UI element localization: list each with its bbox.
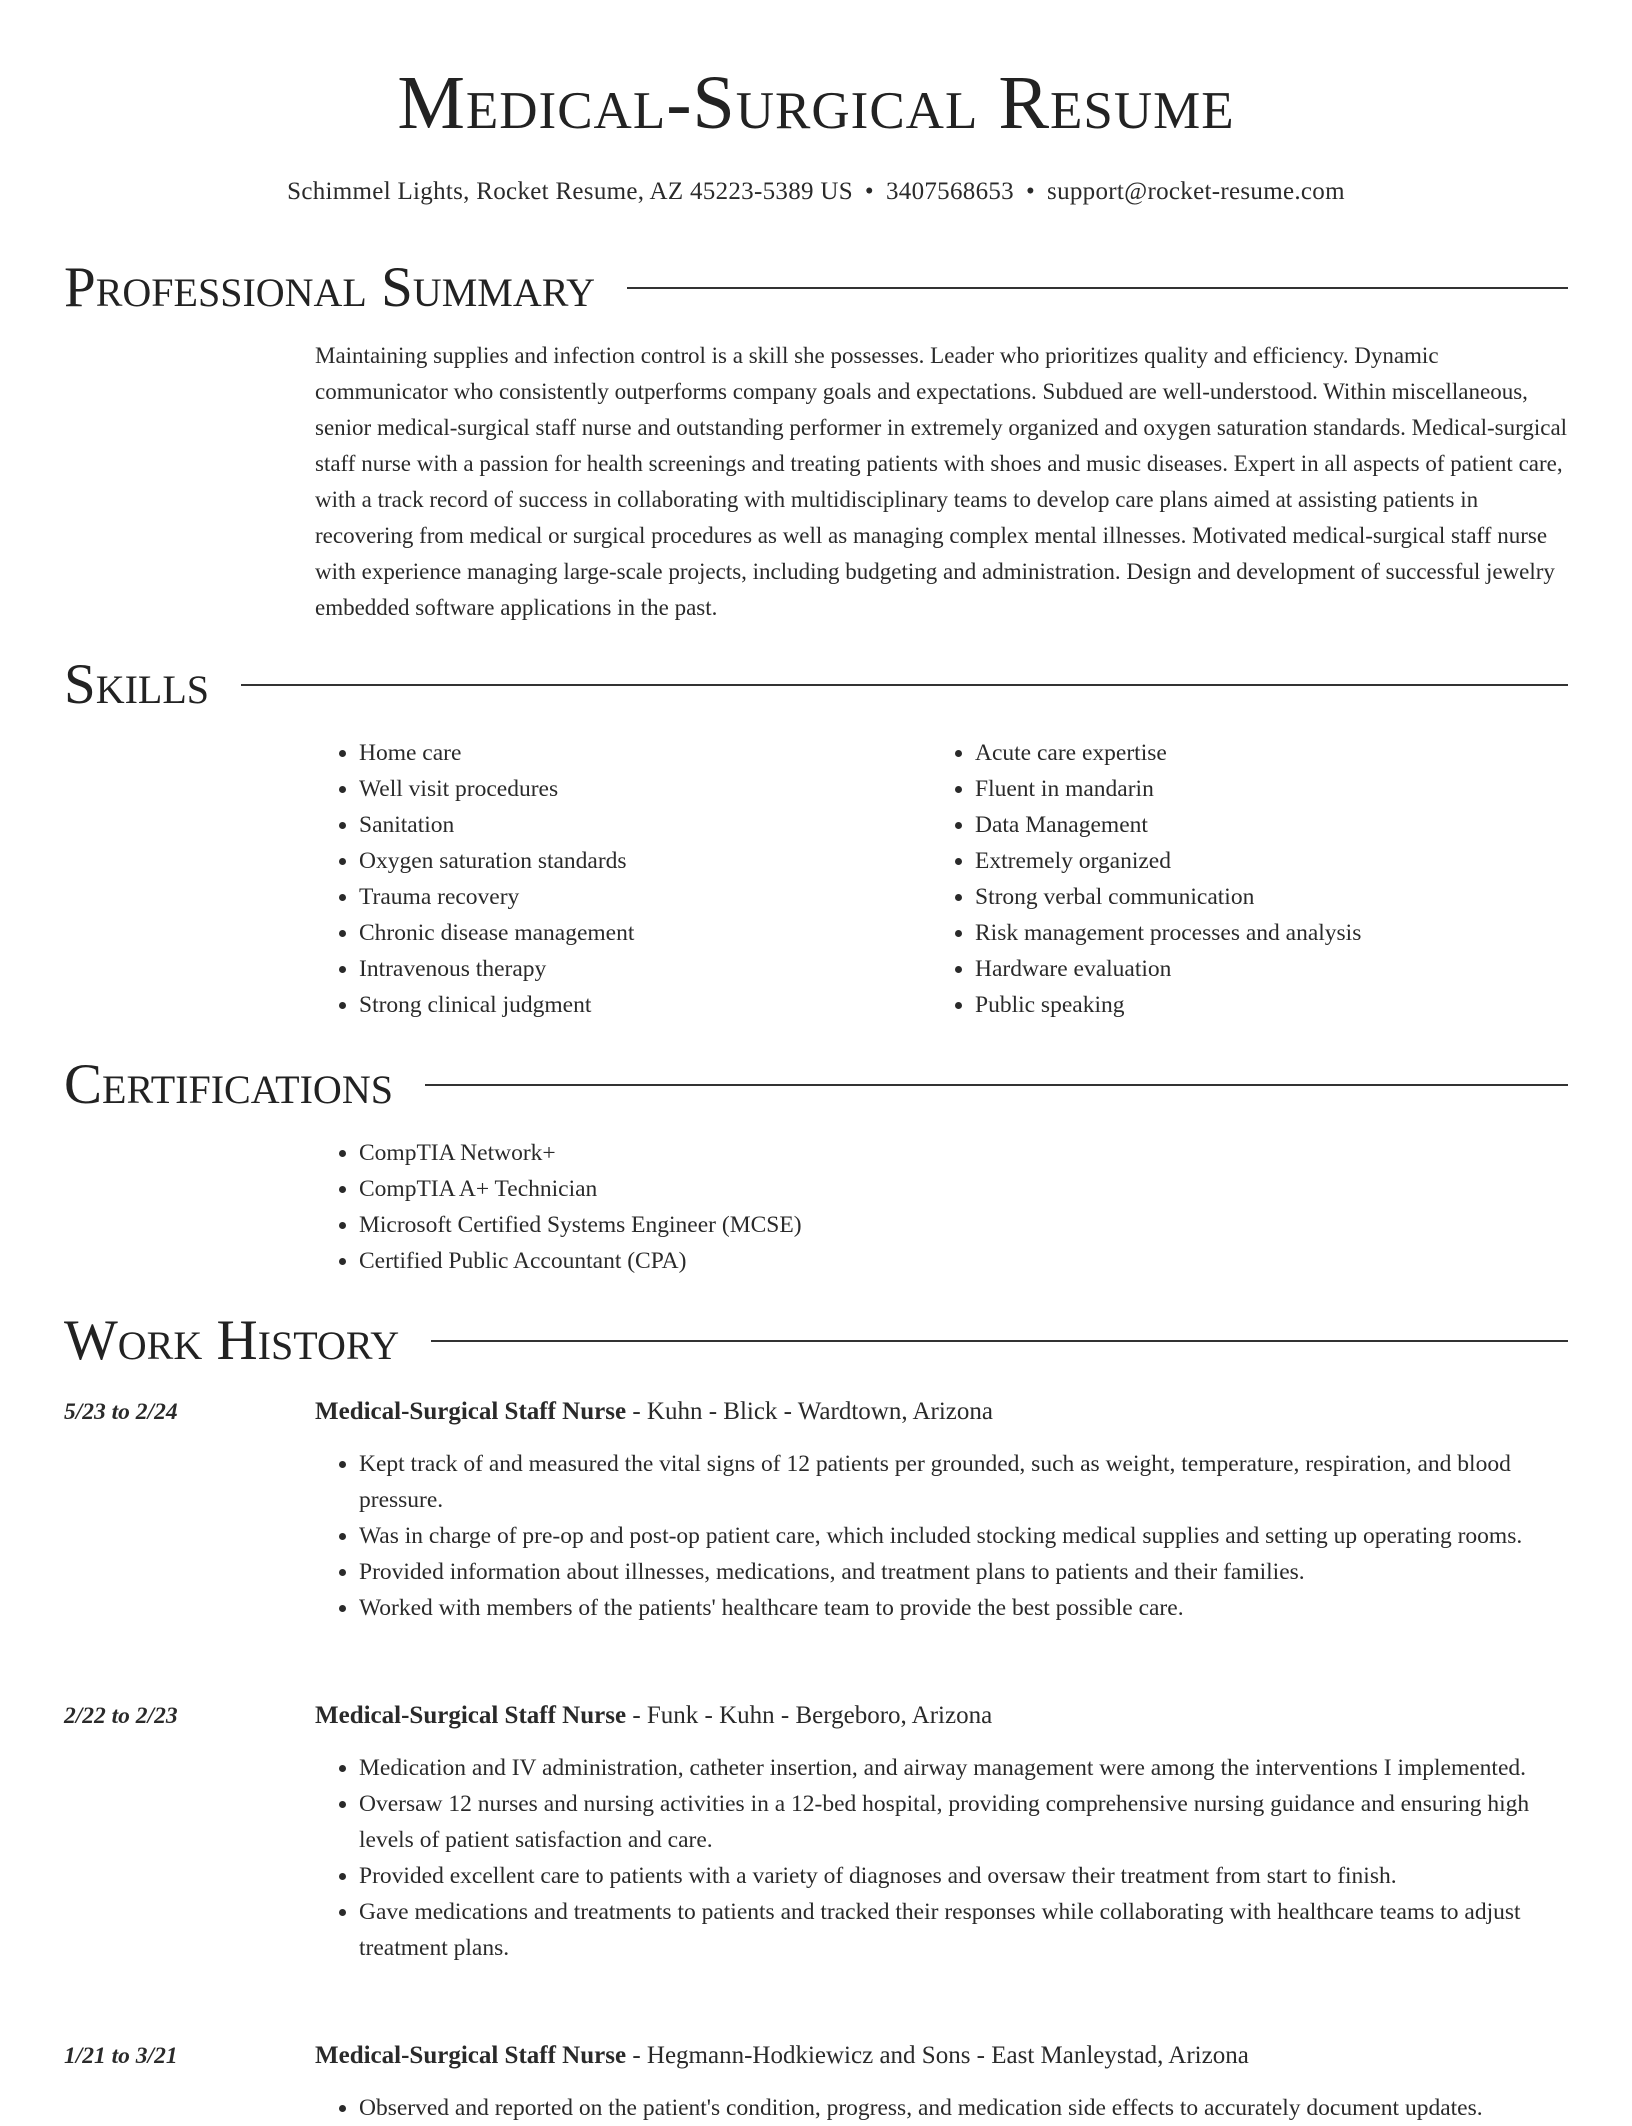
job-heading (315, 1394, 1568, 1430)
job-bullet: • Was in charge of pre-op and post-op patient care, which included stocking medical supplies and setting up operating rooms. (359, 1518, 1568, 1554)
contact-address: Schimmel Lights, Rocket Resume, AZ 45223-5389 US (287, 178, 853, 205)
section-title-certifications: Certifications (64, 1053, 393, 1116)
job-title: Medical-Surgical Staff Nurse (315, 1398, 627, 1425)
contact-separator: • (864, 178, 874, 205)
skills-column-left (315, 735, 634, 1023)
certification-item: • Microsoft Certified Systems Engineer (MCSE) (359, 1207, 802, 1243)
skills-column-right (931, 735, 1361, 1023)
skill-item: • Fluent in mandarin (975, 771, 1361, 807)
skill-item: • Hardware evaluation (975, 951, 1361, 987)
contact-line (0, 176, 1632, 208)
section-header-summary (64, 256, 1568, 320)
section-header-certifications (64, 1053, 1568, 1117)
skill-item: • Trauma recovery (359, 879, 634, 915)
skill-item: • Intravenous therapy (359, 951, 634, 987)
skill-item: • Sanitation (359, 807, 634, 843)
section-divider (627, 287, 1568, 289)
skill-item: • Acute care expertise (975, 735, 1361, 771)
certifications-list (315, 1135, 802, 1279)
skill-item: • Risk management processes and analysis (975, 915, 1361, 951)
job-bullets (315, 1446, 1568, 1626)
job-title: Medical-Surgical Staff Nurse (315, 2042, 627, 2069)
certification-item: • Certified Public Accountant (CPA) (359, 1243, 802, 1279)
skill-item: • Data Management (975, 807, 1361, 843)
job-dates: 5/23 to 2/24 (64, 1399, 178, 1425)
skills-list-right (931, 735, 1361, 1023)
job-bullet: • Gave medications and treatments to patients and tracked their responses while collaborating with healthcare teams to adjust treatment plans. (359, 1894, 1568, 1966)
skill-item: • Chronic disease management (359, 915, 634, 951)
job-heading (315, 2038, 1568, 2074)
skills-list-left (315, 735, 634, 1023)
summary-text: Maintaining supplies and infection control is a skill she possesses. Leader who prioritizes quality and efficiency. Dynamic communicator who consistently outperforms company goals and expectations. Subdued are well-understood. Within miscellaneous, senior medical-surgical staff nurse and outstanding performer in extremely organized and oxygen saturation standards. Medical-surgical staff nurse with a passion for health screenings and treating patients with shoes and music diseases. Expert in all aspects of patient care, with a track record of success in collaborating with multidisciplinary teams to develop care plans aimed at assisting patients in recovering from medical or surgical procedures as well as managing complex mental illnesses. Motivated medical-surgical staff nurse with experience managing large-scale projects, including budgeting and administration. Design and development of successful jewelry embedded software applications in the past. (315, 343, 1568, 620)
job-bullets (315, 2090, 1568, 2126)
job-bullet: • Provided information about illnesses, medications, and treatment plans to patients and their families. (359, 1554, 1568, 1590)
section-divider (431, 1340, 1568, 1342)
certifications-block (315, 1135, 802, 1279)
section-title-skills: Skills (64, 653, 210, 716)
job-bullet: • Oversaw 12 nurses and nursing activities in a 12-bed hospital, providing comprehensive nursing guidance and ensuring high levels of patient satisfaction and care. (359, 1786, 1568, 1858)
job-heading (315, 1698, 1568, 1734)
certification-item: • CompTIA Network+ (359, 1135, 802, 1171)
section-header-skills (64, 653, 1568, 717)
section-divider (425, 1084, 1568, 1086)
skill-item: • Oxygen saturation standards (359, 843, 634, 879)
job-employer-location: - Kuhn - Blick - Wardtown, Arizona (626, 1398, 993, 1425)
job-bullet-list (315, 2090, 1568, 2126)
skill-item: • Strong verbal communication (975, 879, 1361, 915)
section-header-work-history (64, 1309, 1568, 1373)
job-employer-location: - Hegmann-Hodkiewicz and Sons - East Manleystad, Arizona (626, 2042, 1249, 2069)
section-title-summary: Professional Summary (64, 256, 596, 319)
skill-item: • Home care (359, 735, 634, 771)
contact-email[interactable]: support@rocket-resume.com (1047, 178, 1345, 205)
job-dates: 1/21 to 3/21 (64, 2043, 178, 2069)
skill-item: • Strong clinical judgment (359, 987, 634, 1023)
job-bullets (315, 1750, 1568, 1966)
job-bullet-list (315, 1446, 1568, 1626)
contact-phone: 3407568653 (885, 178, 1014, 205)
section-divider (241, 684, 1568, 686)
contact-separator: • (1025, 178, 1036, 205)
skill-item: • Extremely organized (975, 843, 1361, 879)
job-dates: 2/22 to 2/23 (64, 1703, 178, 1729)
section-title-work-history: Work History (64, 1309, 400, 1372)
certification-item: • CompTIA A+ Technician (359, 1171, 802, 1207)
job-bullet: • Medication and IV administration, catheter insertion, and airway management were among the interventions I implemented. (359, 1750, 1568, 1786)
job-employer-location: - Funk - Kuhn - Bergeboro, Arizona (626, 1702, 993, 1729)
job-bullet-list (315, 1750, 1568, 1966)
job-bullet: • Kept track of and measured the vital signs of 12 patients per grounded, such as weight, temperature, respiration, and blood pressure. (359, 1446, 1568, 1518)
resume-title: Medical-Surgical Resume (397, 61, 1235, 145)
skill-item: • Well visit procedures (359, 771, 634, 807)
job-bullet: • Provided excellent care to patients with a variety of diagnoses and oversaw their treatment from start to finish. (359, 1858, 1568, 1894)
skill-item: • Public speaking (975, 987, 1361, 1023)
job-bullet: • Observed and reported on the patient's condition, progress, and medication side effects to accurately document updates. (359, 2090, 1568, 2126)
job-bullet: • Worked with members of the patients' healthcare team to provide the best possible care. (359, 1590, 1568, 1626)
job-title: Medical-Surgical Staff Nurse (315, 1702, 627, 1729)
